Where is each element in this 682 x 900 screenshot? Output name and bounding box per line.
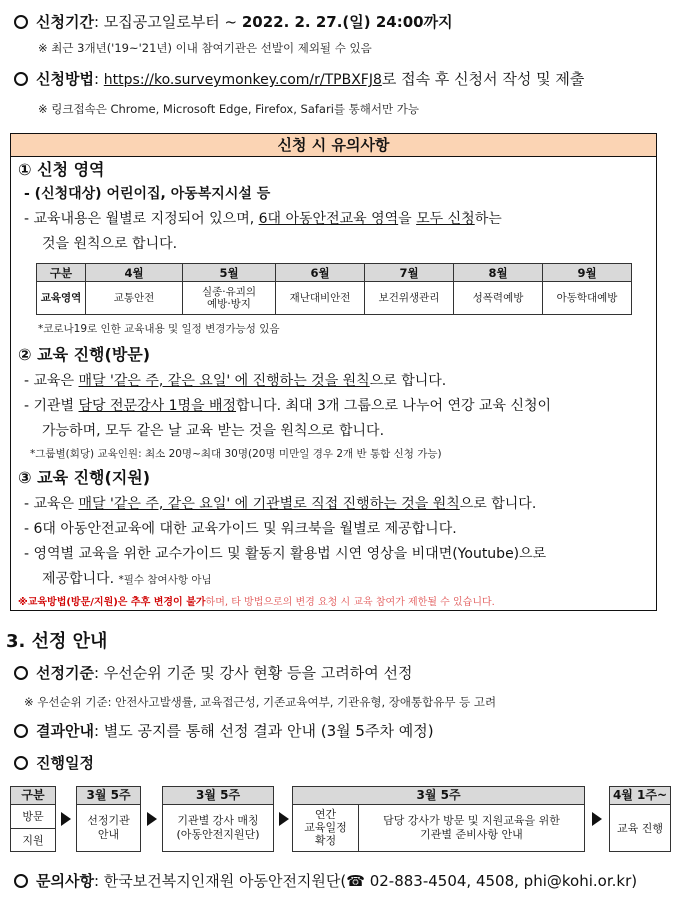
cell-line: 예방·방지 (207, 298, 251, 310)
support-line-4 (42, 568, 212, 588)
flow-body-line: 안내 (97, 828, 120, 841)
text-underlined: 담당 전문강사 1명을 배정 (78, 398, 237, 414)
flow-body-line: (아동안전지원단) (176, 828, 260, 841)
criteria-label: 선정기준 (36, 664, 94, 682)
text-underlined: 모두 신청 (416, 211, 475, 227)
flow-head: 3월 5주 (293, 787, 584, 805)
warning-strong: ※교육방법(방문/지원)은 추후 변경이 불가 (18, 597, 206, 608)
text: - 기관별 (24, 398, 79, 414)
flow-body-line: 기관별 준비사항 안내 (420, 828, 523, 841)
text: 으로 합니다. (459, 496, 537, 512)
flow-sub-b (359, 805, 584, 852)
flow-head: 3월 5주 (77, 787, 140, 805)
cell-line: 실종·유괴의 (201, 286, 257, 298)
flow-body (77, 805, 140, 842)
flow-head: 3월 5주 (163, 787, 273, 805)
section-3-heading: 3. 선정 안내 (6, 631, 108, 652)
section-support-title: ③ 교육 진행(지원) (18, 468, 151, 487)
table-header-row (37, 264, 632, 282)
text: - 교육은 (24, 496, 79, 512)
support-line-2: - 6대 아동안전교육에 대한 교육가이드 및 워크북을 월별로 제공합니다. (24, 521, 457, 537)
period-date: 2022. 2. 27.(일) 24:00까지 (241, 13, 453, 31)
flow-col-notify (76, 786, 141, 852)
schedule-label: 진행일정 (36, 754, 94, 772)
visit-note: *그룹별(회당) 교육인원: 최소 20명~최대 30명(20명 미만일 경우 2개 반 통합 신청 가능) (30, 448, 442, 460)
table-cell: 교통안전 (86, 282, 183, 315)
flow-col-matching (162, 786, 274, 852)
circle-bullet-icon (14, 15, 28, 29)
table-header-cell: 6월 (276, 264, 365, 282)
monthly-topic-table (36, 263, 632, 315)
result-text: : 별도 공지를 통해 선정 결과 안내 (3월 5주차 예정) (93, 722, 434, 740)
flow-body-line: 선정기관 (87, 814, 130, 827)
support-line-1 (24, 493, 536, 513)
visit-line-3: 가능하며, 모두 같은 날 교육 받는 것을 원칙으로 합니다. (42, 423, 385, 439)
section-apply-area-title: ① 신청 영역 (18, 160, 105, 179)
text-underlined: 6대 아동안전교육 영역 (258, 211, 399, 227)
table-note: *코로나19로 인한 교육내용 및 일정 변경가능성 있음 (38, 323, 280, 335)
flow-head: 4월 1주~ (610, 787, 670, 805)
arrow-right-icon (592, 812, 602, 826)
result-label: 결과안내 (36, 722, 94, 740)
support-line-3: - 영역별 교육을 위한 교수가이드 및 활동지 활용법 시연 영상을 비대면(Youtube)으로 (24, 546, 547, 562)
arrow-right-icon (61, 812, 71, 826)
text: 하는 (474, 211, 502, 227)
criteria-note: ※ 우선순위 기준: 안전사고발생률, 교육접근성, 기존교육여부, 기관유형, 장애통합유무 등 고려 (24, 695, 497, 709)
flow-body-line: 연간 (314, 808, 337, 821)
circle-bullet-icon (14, 666, 28, 680)
table-header-cell: 9월 (543, 264, 632, 282)
flow-row-support: 지원 (22, 834, 44, 847)
survey-link[interactable]: https://ko.surveymonkey.com/r/TPBXFJ8 (103, 72, 382, 88)
flow-sub-a (293, 805, 359, 852)
flow-row-visit: 방문 (11, 805, 55, 829)
apply-target: - (신청대상) 어린이집, 아동복지시설 등 (24, 186, 271, 202)
table-header-cell: 7월 (365, 264, 454, 282)
table-cell: 아동학대예방 (543, 282, 632, 315)
contact-line (14, 870, 637, 891)
table-row-label: 교육영역 (37, 282, 86, 315)
schedule-line (14, 752, 94, 773)
table-cell (183, 282, 276, 315)
text: - 교육내용은 월별로 지정되어 있으며, (24, 211, 259, 227)
flow-body-line: 확정 (314, 834, 337, 847)
support-note: *필수 참여사항 아님 (118, 574, 212, 586)
table-cell: 재난대비안전 (276, 282, 365, 315)
flow-head: 구분 (11, 787, 55, 805)
period-line (14, 11, 453, 32)
table-header-cell: 8월 (454, 264, 543, 282)
flow-body-line: 기관별 강사 매칭 (177, 814, 259, 827)
result-line (14, 720, 434, 741)
text-underlined: 매달 '같은 주, 같은 요일' 에 진행하는 것을 원칙 (78, 373, 370, 389)
flow-body-line: 담당 강사가 방문 및 지원교육을 위한 (383, 814, 560, 827)
criteria-line (14, 662, 412, 683)
warning-text: 하며, 타 방법으로의 변경 요청 시 교육 참여가 제한될 수 있습니다. (205, 597, 495, 608)
arrow-right-icon (147, 812, 157, 826)
table-header-cell: 구분 (37, 264, 86, 282)
flow-body-line: 교육일정 (304, 821, 347, 834)
text: 합니다. 최대 3개 그룹으로 나누어 연강 교육 신청이 (236, 398, 552, 414)
circle-bullet-icon (14, 874, 28, 888)
table-row (37, 282, 632, 315)
caution-title: 신청 시 유의사항 (11, 134, 656, 157)
section-visit-title: ② 교육 진행(방문) (18, 345, 151, 364)
text: - 교육은 (24, 373, 79, 389)
table-header-cell: 4월 (86, 264, 183, 282)
method-label: 신청방법 (36, 70, 94, 88)
contact-label: 문의사항 (36, 872, 94, 890)
warning-line (18, 593, 495, 608)
flow-col-education (609, 786, 671, 852)
flow-col-schedule (292, 786, 585, 852)
flow-body (163, 805, 273, 842)
period-text: : 모집공고일로부터 ~ (93, 13, 242, 31)
circle-bullet-icon (14, 724, 28, 738)
flow-col-category (10, 786, 56, 852)
period-note: ※ 최근 3개년('19~'21년) 이내 참여기관은 선발이 제외될 수 있음 (38, 41, 372, 55)
circle-bullet-icon (14, 72, 28, 86)
method-line (14, 68, 584, 89)
method-sep: : (93, 70, 104, 88)
table-cell: 성폭력예방 (454, 282, 543, 315)
visit-line-2 (24, 395, 551, 415)
contact-phone: ☎ 02-883-4504, 4508, phi@kohi.or.kr) (346, 872, 638, 890)
text: 제공합니다. (42, 571, 115, 587)
apply-line-1 (24, 208, 502, 228)
contact-text: : 한국보건복지인재원 아동안전지원단( (93, 872, 347, 890)
apply-line-2: 것을 원칙으로 합니다. (42, 236, 178, 252)
table-header-cell: 5월 (183, 264, 276, 282)
method-text: 로 접속 후 신청서 작성 및 제출 (381, 70, 585, 88)
visit-line-1 (24, 370, 446, 390)
period-label: 신청기간 (36, 13, 94, 31)
circle-bullet-icon (14, 756, 28, 770)
flow-body: 교육 진행 (616, 822, 663, 835)
method-note: ※ 링크접속은 Chrome, Microsoft Edge, Firefox, Safari를 통해서만 가능 (38, 102, 419, 116)
arrow-right-icon (279, 812, 289, 826)
text: 을 (398, 211, 417, 227)
text: 으로 합니다. (369, 373, 447, 389)
table-cell: 보건위생관리 (365, 282, 454, 315)
criteria-text: : 우선순위 기준 및 강사 현황 등을 고려하여 선정 (93, 664, 413, 682)
text-underlined: 매달 '같은 주, 같은 요일' 에 기관별로 직접 진행하는 것을 원칙 (78, 496, 460, 512)
